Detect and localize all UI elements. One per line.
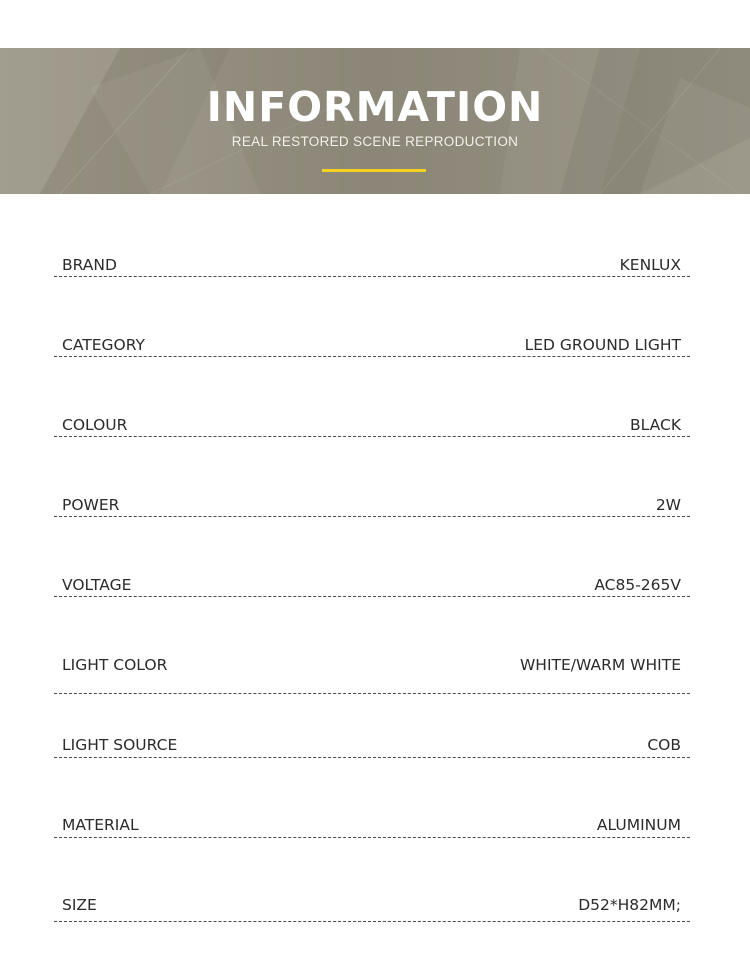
spec-row-light-source — [54, 735, 690, 765]
page-title: INFORMATION — [206, 83, 544, 131]
spec-value: COB — [647, 736, 681, 754]
dashed-divider — [54, 693, 690, 694]
spec-value: AC85-265V — [594, 576, 681, 594]
spec-label: MATERIAL — [62, 816, 139, 834]
spec-label: BRAND — [62, 256, 117, 274]
dashed-divider — [54, 436, 690, 437]
title-accent-underline — [322, 169, 426, 172]
dashed-divider — [54, 837, 690, 838]
spec-label: LIGHT SOURCE — [62, 736, 178, 754]
spec-value: WHITE/WARM WHITE — [519, 656, 681, 674]
dashed-divider — [54, 757, 690, 758]
spec-value: LED GROUND LIGHT — [524, 336, 681, 354]
dashed-divider — [54, 356, 690, 357]
spec-row-colour — [54, 415, 690, 445]
spec-row-light-color — [54, 655, 690, 685]
spec-value: D52*H82MM; — [578, 896, 681, 914]
spec-value: 2W — [655, 496, 681, 514]
dashed-divider — [54, 596, 690, 597]
spec-label: CATEGORY — [62, 336, 145, 354]
spec-label: POWER — [62, 496, 120, 514]
spec-value: ALUMINUM — [596, 816, 681, 834]
spec-row-brand — [54, 255, 690, 285]
dashed-divider — [54, 276, 690, 277]
information-banner — [0, 48, 750, 194]
dashed-divider — [54, 516, 690, 517]
spec-label: COLOUR — [62, 416, 128, 434]
dashed-divider — [54, 921, 690, 922]
spec-row-power — [54, 495, 690, 525]
spec-row-voltage — [54, 575, 690, 605]
spec-label: LIGHT COLOR — [62, 656, 168, 674]
spec-row-size — [54, 895, 690, 925]
spec-row-material — [54, 815, 690, 845]
page-subtitle: REAL RESTORED SCENE REPRODUCTION — [231, 134, 519, 149]
spec-value: BLACK — [630, 416, 681, 434]
spec-label: SIZE — [62, 896, 97, 914]
spec-label: VOLTAGE — [62, 576, 132, 594]
spec-row-category — [54, 335, 690, 365]
spec-value: KENLUX — [619, 256, 681, 274]
